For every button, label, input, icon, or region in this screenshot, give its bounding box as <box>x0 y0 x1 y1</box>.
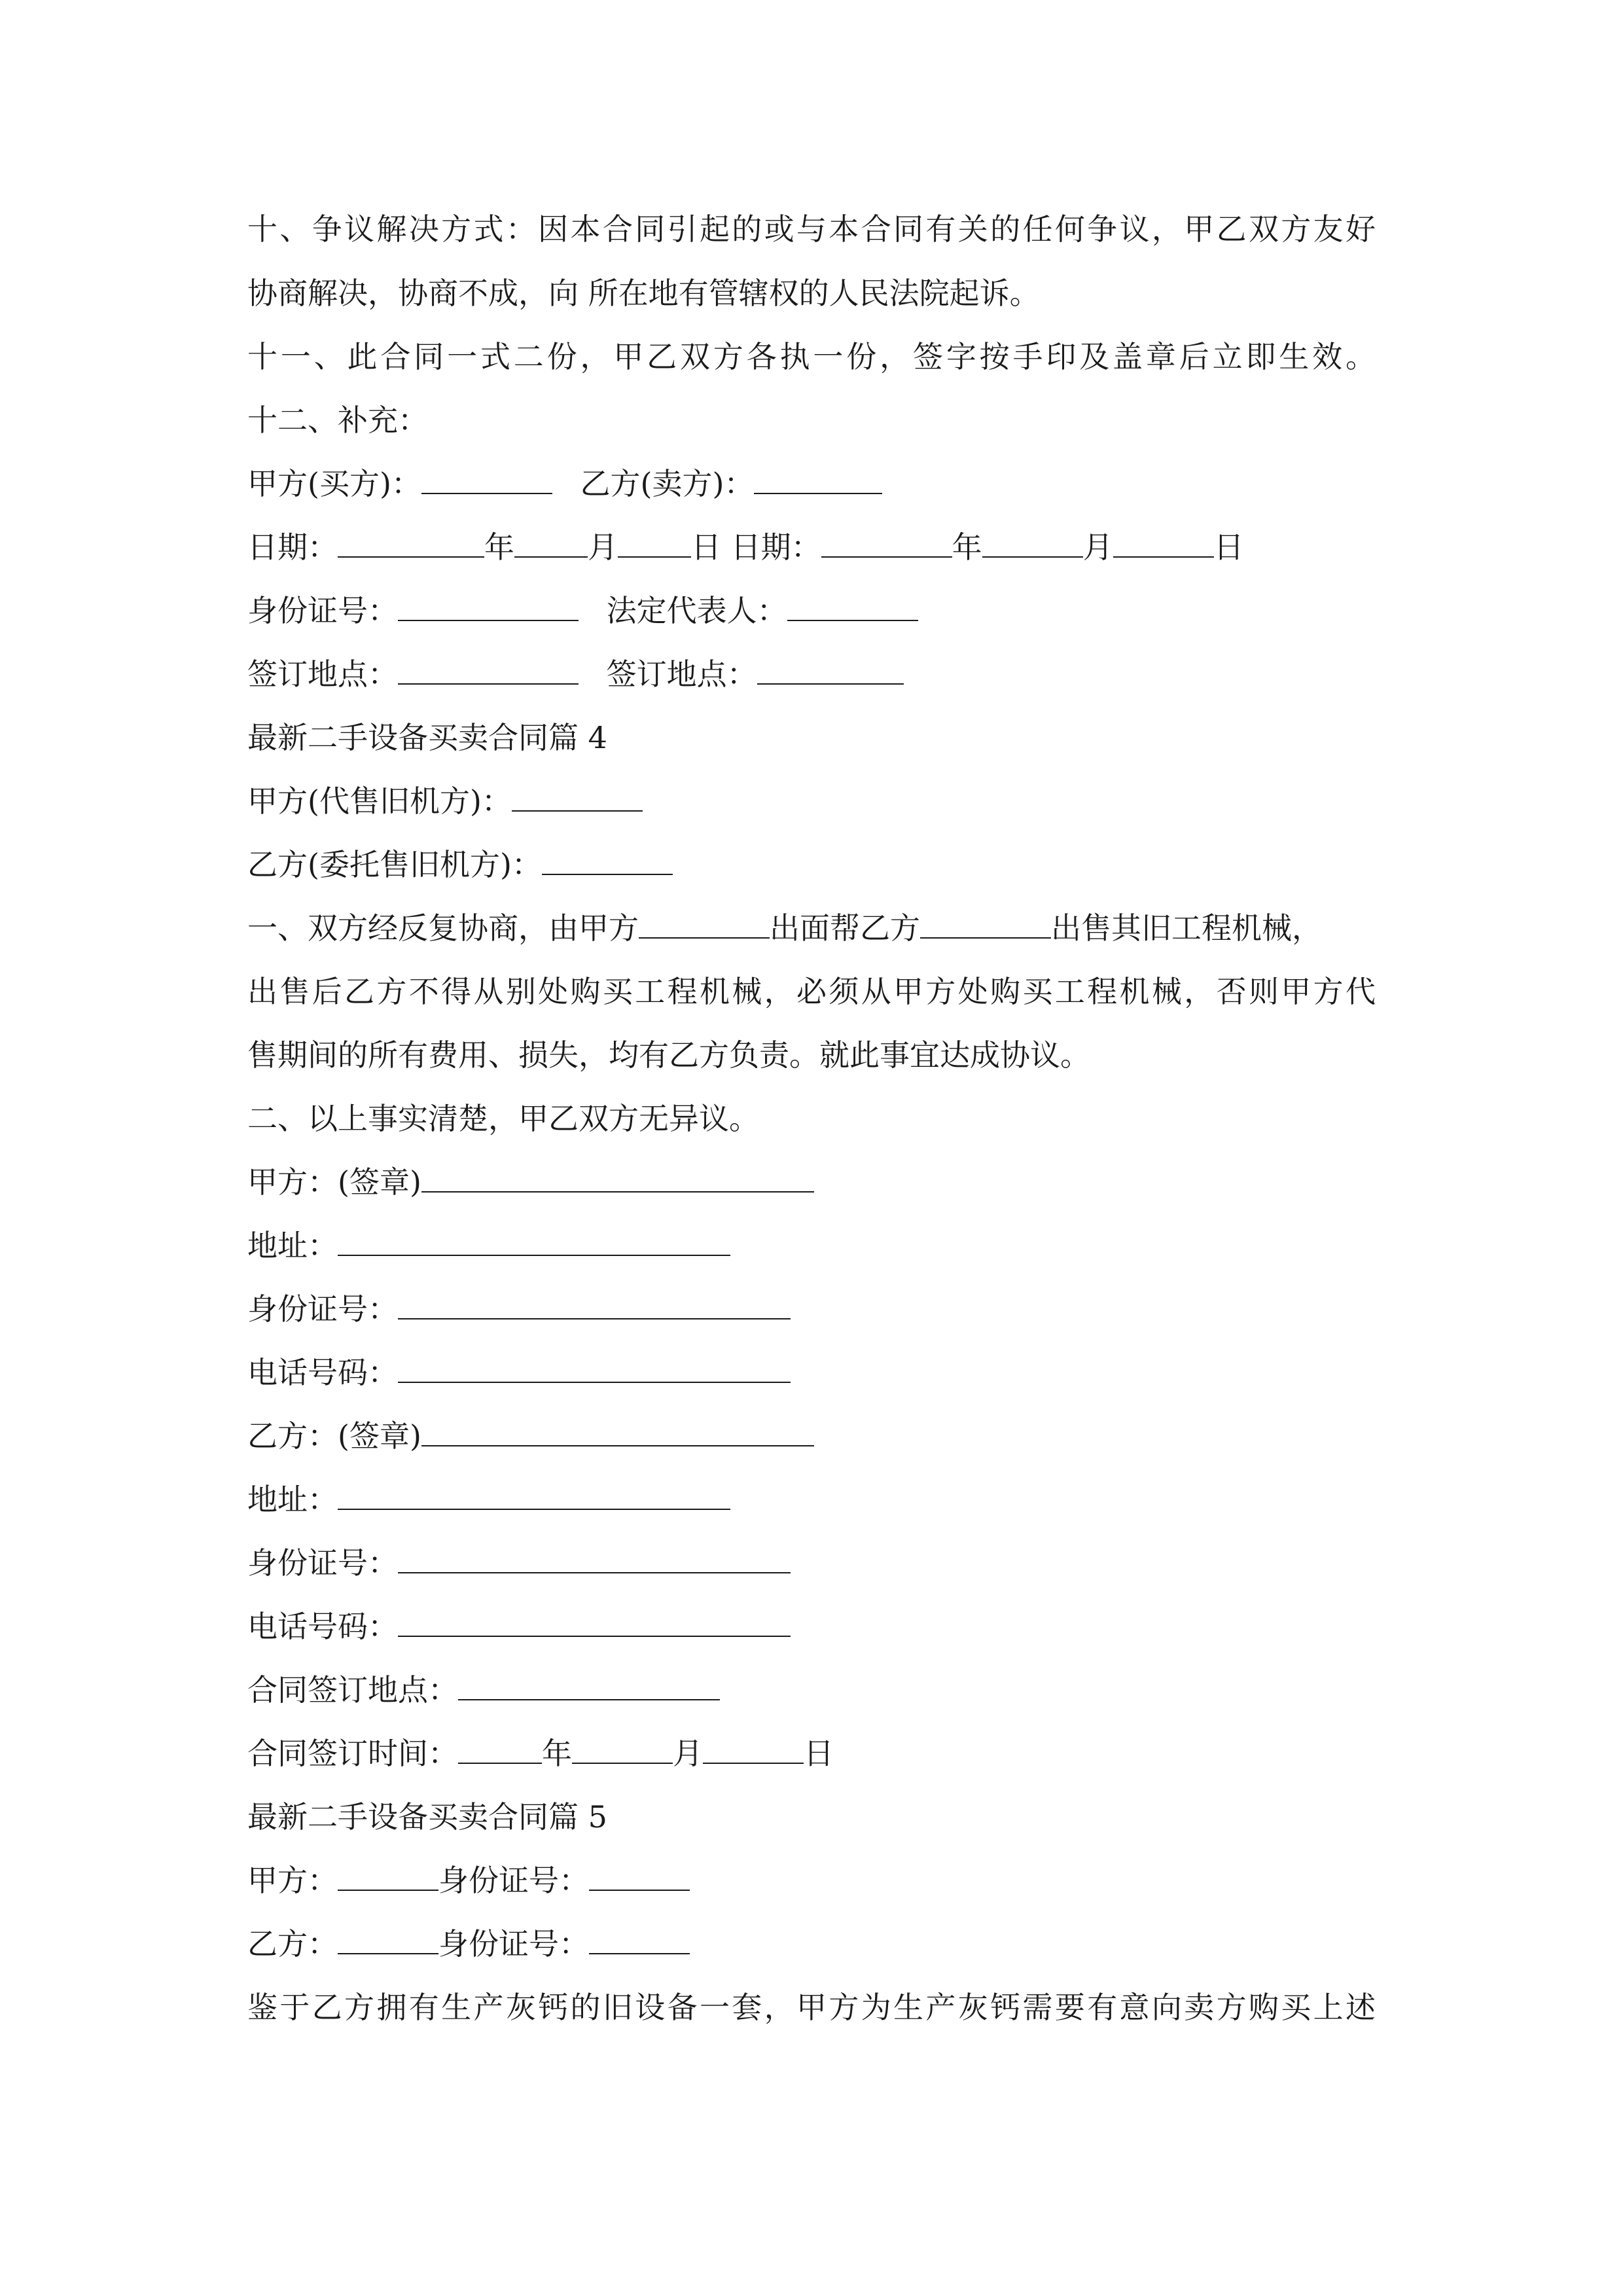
date-month-blank-b[interactable] <box>982 534 1083 558</box>
signing-place-label-b: 签订地点： <box>606 656 757 692</box>
party-b-seal-row <box>247 1404 814 1468</box>
party-b-id-label-5: 身份证号： <box>438 1926 589 1962</box>
signing-place-label-a: 签订地点： <box>247 656 398 692</box>
party-b-address-blank[interactable] <box>338 1486 730 1510</box>
party-b-consignor-blank[interactable] <box>542 852 673 875</box>
party-b-consignor-label: 乙方(委托售旧机方)： <box>247 847 542 882</box>
clause-2: 二、以上事实清楚，甲乙双方无异议。 <box>247 1101 759 1136</box>
clause-10-line-2: 协商解决，协商不成，向 所在地有管辖权的人民法院起诉。 <box>247 276 1040 311</box>
party-a-seal-blank[interactable] <box>421 1169 814 1193</box>
clause-1-line-1 <box>247 896 1322 960</box>
party-a-address-blank[interactable] <box>338 1232 730 1256</box>
party-a-phone-blank[interactable] <box>398 1359 791 1383</box>
month-label-a: 月 <box>588 529 618 565</box>
party-a-id-row <box>247 1277 791 1341</box>
day-and-date-label: 日 日期： <box>691 529 821 565</box>
signature-row-place <box>247 642 904 706</box>
contract-time-label: 合同签订时间： <box>247 1736 458 1771</box>
month-label-b: 月 <box>1082 529 1113 565</box>
party-b-seal-label: 乙方：(签章) <box>247 1418 421 1454</box>
party-b-seller-label: 乙方(卖方)： <box>580 466 755 501</box>
party-b-row-5 <box>247 1912 690 1976</box>
clause-1-text-b: 出面帮乙方 <box>770 910 920 946</box>
contract-year-blank[interactable] <box>458 1740 542 1764</box>
party-b-phone-blank[interactable] <box>398 1613 791 1637</box>
party-a-label-5: 甲方： <box>247 1863 338 1898</box>
party-a-row-5 <box>247 1848 690 1912</box>
party-b-phone-label: 电话号码： <box>247 1609 398 1644</box>
party-a-buyer-label: 甲方(买方)： <box>247 466 421 501</box>
contract-place-row <box>247 1658 720 1722</box>
party-a-buyer-blank[interactable] <box>421 471 552 494</box>
section-title-5: 最新二手设备买卖合同篇 5 <box>247 1799 607 1835</box>
party-b-id-row <box>247 1531 791 1595</box>
contract-place-label: 合同签订地点： <box>247 1672 458 1708</box>
signing-place-blank-b[interactable] <box>757 661 904 685</box>
party-a-id-label: 身份证号： <box>247 1291 398 1327</box>
party-b-seller-blank[interactable] <box>754 471 882 494</box>
contract-year-label: 年 <box>542 1736 572 1771</box>
party-b-id-blank[interactable] <box>398 1550 791 1573</box>
party-a-id-blank[interactable] <box>398 1296 791 1319</box>
party-a-address-row <box>247 1213 730 1278</box>
party-b-seal-blank[interactable] <box>421 1423 814 1446</box>
signature-row-parties <box>247 452 882 516</box>
party-b-address-row <box>247 1467 730 1532</box>
party-a-phone-row <box>247 1340 791 1405</box>
party-a-agent-row <box>247 769 643 833</box>
date-year-blank-b[interactable] <box>821 534 952 558</box>
id-number-blank[interactable] <box>398 598 579 621</box>
party-b-name-blank-5[interactable] <box>338 1931 438 1954</box>
party-a-id-label-5: 身份证号： <box>438 1863 589 1898</box>
preamble-line-1: 鉴于乙方拥有生产灰钙的旧设备一套，甲方为生产灰钙需要有意向卖方购买上述 <box>247 1990 1376 2025</box>
party-b-id-blank-5[interactable] <box>589 1931 690 1954</box>
year-label-a: 年 <box>484 529 514 565</box>
party-a-agent-label: 甲方(代售旧机方)： <box>247 783 512 819</box>
clause-1-line-3: 售期间的所有费用、损失，均有乙方负责。就此事宜达成协议。 <box>247 1037 1090 1073</box>
party-b-name-blank[interactable] <box>920 915 1051 939</box>
contract-time-row <box>247 1721 834 1785</box>
party-a-phone-label: 电话号码： <box>247 1355 398 1390</box>
clause-11: 十一、此合同一式二份，甲乙双方各执一份，签字按手印及盖章后立即生效。 <box>247 339 1376 374</box>
party-a-agent-blank[interactable] <box>512 788 643 812</box>
party-b-phone-row <box>247 1594 791 1659</box>
date-day-blank-a[interactable] <box>618 534 691 558</box>
date-label-a: 日期： <box>247 529 338 565</box>
legal-representative-blank[interactable] <box>787 598 918 621</box>
date-year-blank-a[interactable] <box>338 534 484 558</box>
id-number-label: 身份证号： <box>247 593 398 628</box>
contract-place-blank[interactable] <box>458 1677 720 1700</box>
legal-representative-label: 法定代表人： <box>606 593 787 628</box>
party-a-id-blank-5[interactable] <box>589 1867 690 1891</box>
contract-day-blank[interactable] <box>703 1740 804 1764</box>
signature-row-id <box>247 579 918 643</box>
clause-1-line-2: 出售后乙方不得从别处购买工程机械，必须从甲方处购买工程机械，否则甲方代 <box>247 974 1376 1009</box>
year-label-b: 年 <box>952 529 982 565</box>
contract-day-label: 日 <box>804 1736 834 1771</box>
party-b-address-label: 地址： <box>247 1482 338 1517</box>
party-b-id-label: 身份证号： <box>247 1545 398 1581</box>
party-b-label-5: 乙方： <box>247 1926 338 1962</box>
party-b-consignor-row <box>247 833 673 897</box>
contract-month-blank[interactable] <box>572 1740 673 1764</box>
signature-row-dates <box>247 515 1244 579</box>
date-month-blank-a[interactable] <box>514 534 588 558</box>
party-a-name-blank[interactable] <box>639 915 770 939</box>
section-title-4: 最新二手设备买卖合同篇 4 <box>247 720 607 755</box>
clause-1-text-a: 一、双方经反复协商，由甲方 <box>247 910 639 946</box>
party-a-name-blank-5[interactable] <box>338 1867 438 1891</box>
party-a-seal-label: 甲方：(签章) <box>247 1164 421 1200</box>
contract-month-label: 月 <box>673 1736 703 1771</box>
signing-place-blank-a[interactable] <box>398 661 579 685</box>
party-a-seal-row <box>247 1150 814 1214</box>
clause-12: 十二、补充： <box>247 403 428 438</box>
day-label-b: 日 <box>1213 529 1244 565</box>
party-a-address-label: 地址： <box>247 1228 338 1263</box>
clause-10-line-1: 十、争议解决方式：因本合同引起的或与本合同有关的任何争议，甲乙双方友好 <box>247 211 1376 247</box>
clause-1-text-c: 出售其旧工程机械， <box>1051 910 1322 946</box>
date-day-blank-b[interactable] <box>1113 534 1214 558</box>
